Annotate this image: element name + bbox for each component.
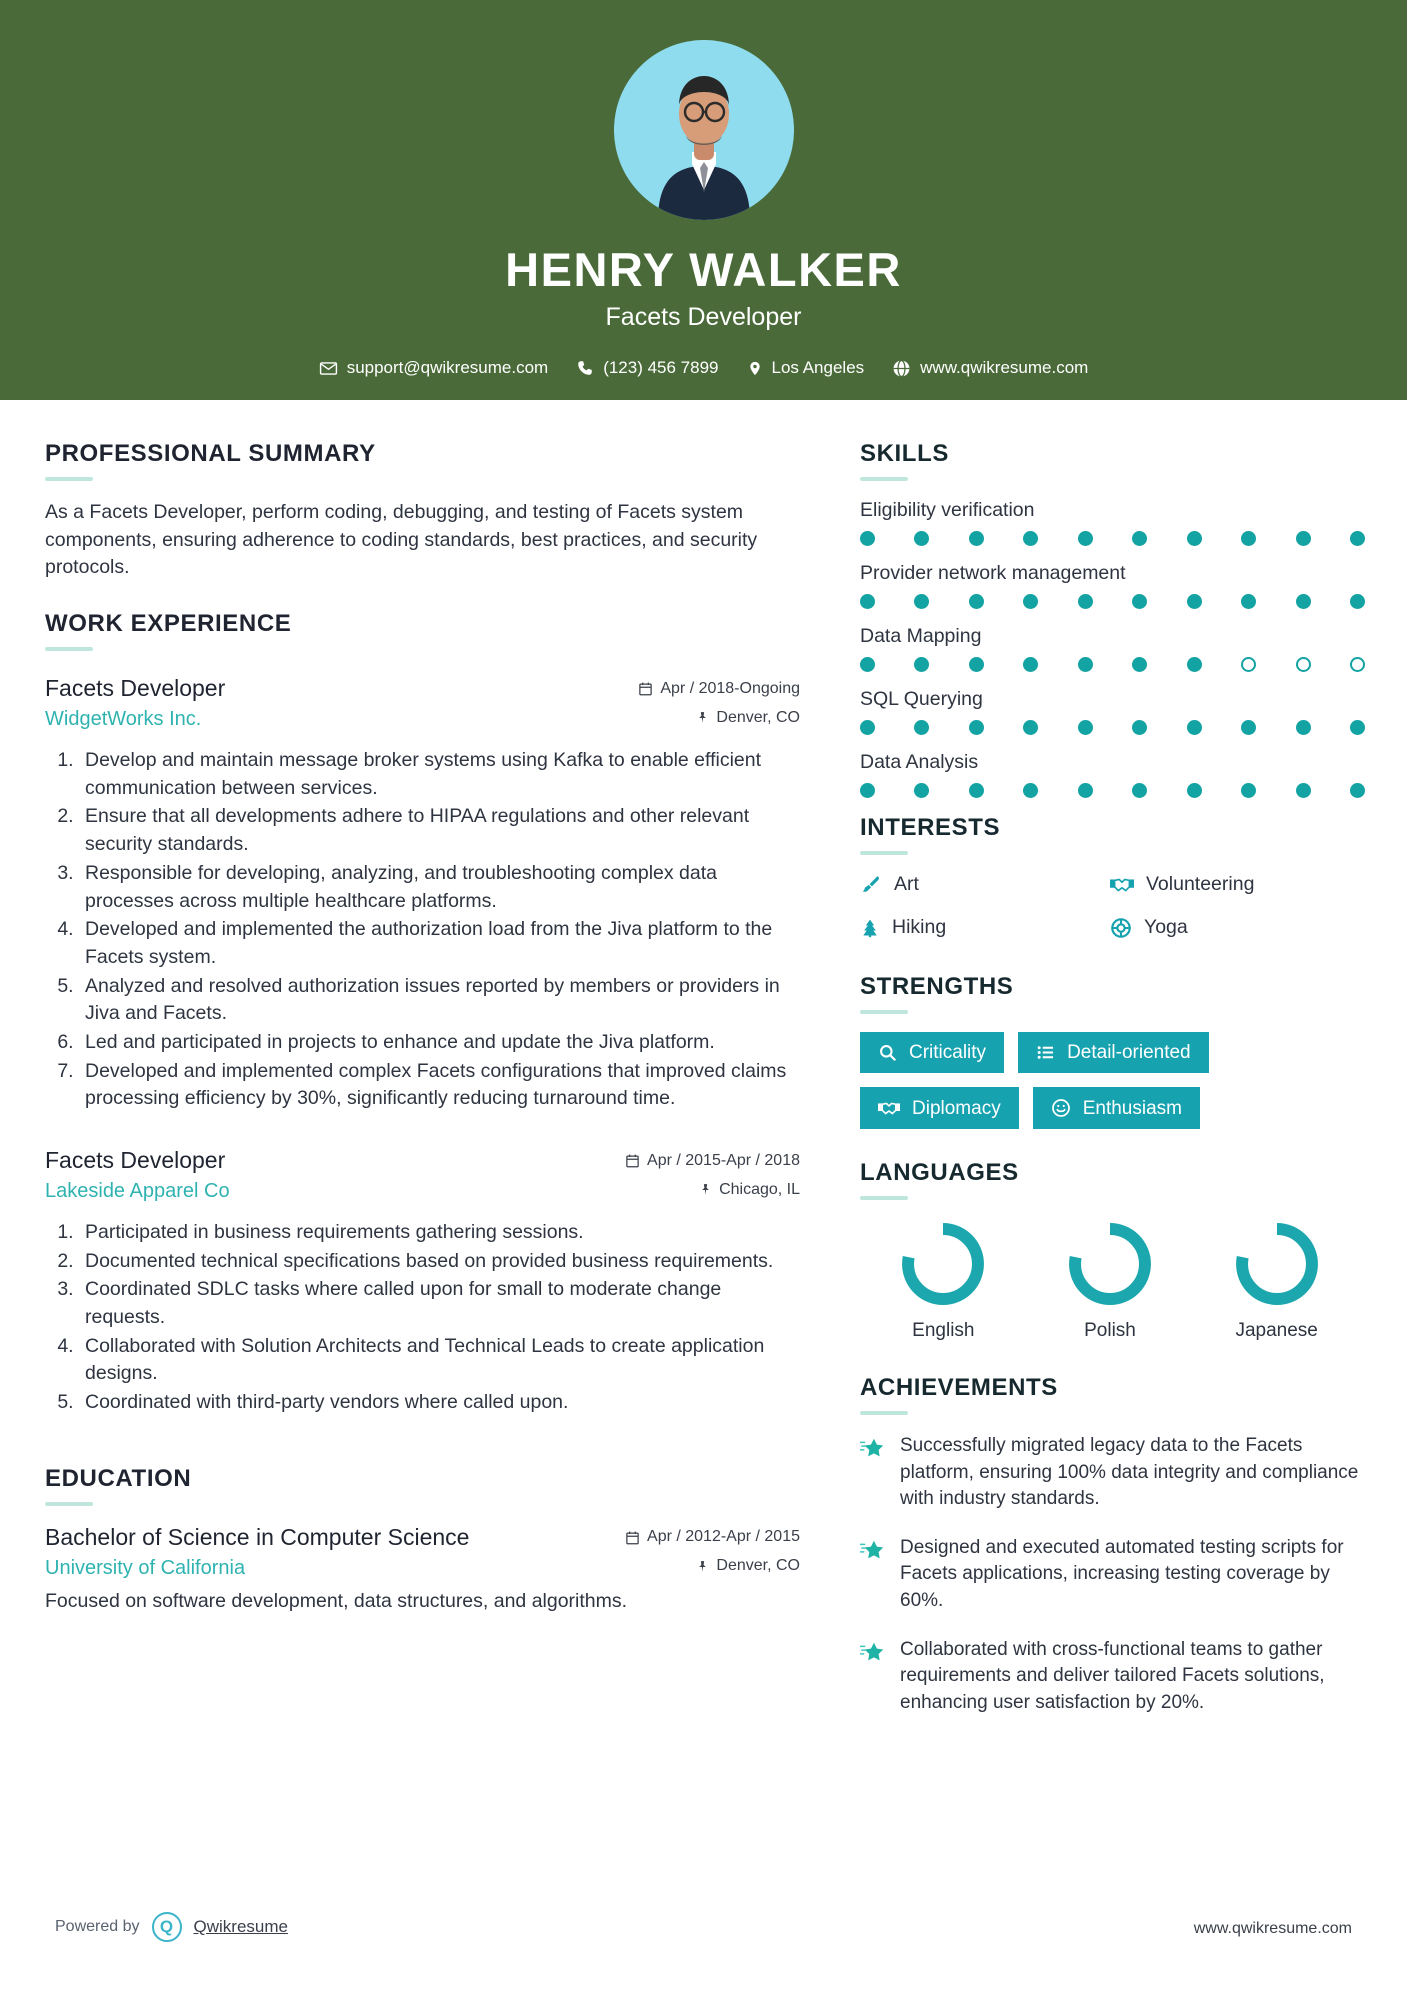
star-icon	[860, 1436, 886, 1460]
skill-name: SQL Querying	[860, 688, 983, 710]
handshake-icon	[1110, 874, 1134, 896]
rating-dot-filled	[1187, 720, 1202, 735]
rating-dot-filled	[1078, 531, 1093, 546]
job-bullet: 7. Developed and implemented complex Facets configurations that improved claims processing efficiency by 30%, significantly reducing turnaround time.	[79, 1058, 800, 1113]
rating-dot-filled	[860, 720, 875, 735]
job-bullet: 1. Develop and maintain message broker systems using Kafka to enable efficient communication between services.	[79, 747, 800, 802]
education-description: Focused on software development, data structures, and algorithms.	[45, 1589, 628, 1612]
rating-dot-filled	[1241, 531, 1256, 546]
section-skills	[860, 440, 1360, 798]
qwikresume-logo-icon: Q	[152, 1912, 182, 1942]
job-bullet: 1. Participated in business requirements gathering sessions.	[79, 1219, 800, 1247]
handshake-icon	[878, 1099, 900, 1118]
rating-dot-filled	[969, 531, 984, 546]
rating-dot-filled	[1350, 720, 1365, 735]
job-dates-text: Apr / 2015-Apr / 2018	[647, 1151, 800, 1169]
contact-email-text: support@qwikresume.com	[346, 358, 549, 377]
skill-rating	[860, 720, 1365, 735]
interest-label: Art	[894, 873, 919, 895]
skill-rating	[860, 594, 1365, 609]
strength-label: Diplomacy	[912, 1097, 1001, 1119]
section-interests	[860, 814, 1360, 939]
education-location	[696, 1557, 800, 1575]
location-pin-icon	[747, 359, 763, 378]
rating-dot-filled	[1350, 783, 1365, 798]
interest-label: Volunteering	[1146, 873, 1255, 895]
skill-name: Data Analysis	[860, 751, 979, 773]
job-dates	[638, 680, 800, 698]
skill-item	[860, 688, 1360, 735]
skill-name: Data Mapping	[860, 625, 982, 647]
contact-location	[747, 358, 865, 378]
interest-item-yoga	[1110, 916, 1360, 939]
achievement-text: Successfully migrated legacy data to the Facets platform, ensuring 100% data integrity and compliance with industry standards.	[900, 1435, 1359, 1510]
interests-grid	[860, 873, 1360, 939]
pin-icon	[696, 710, 709, 725]
skill-rating	[860, 783, 1365, 798]
calendar-icon	[638, 681, 653, 696]
contact-website-text: www.qwikresume.com	[920, 358, 1089, 377]
rating-dot-filled	[1296, 783, 1311, 798]
rating-dot-filled	[1023, 594, 1038, 609]
pin-icon	[699, 1182, 712, 1197]
skill-rating	[860, 531, 1365, 546]
skill-name: Provider network management	[860, 562, 1126, 584]
left-column	[45, 440, 800, 1738]
rating-dot-filled	[1350, 594, 1365, 609]
skills-list	[860, 499, 1360, 798]
education-school: University of California	[45, 1556, 246, 1579]
language-progress-ring	[1064, 1218, 1156, 1310]
rating-dot-filled	[1078, 657, 1093, 672]
job-bullet: 3. Responsible for developing, analyzing, and troubleshooting complex data processes across multiple healthcare platforms.	[79, 860, 800, 915]
strength-badge-diplomacy[interactable]	[860, 1087, 1019, 1129]
rating-dot-filled	[1187, 594, 1202, 609]
job-location-text: Denver, CO	[716, 708, 800, 726]
rating-dot-filled	[1023, 657, 1038, 672]
resume-header	[0, 0, 1407, 400]
language-name: English	[912, 1320, 975, 1341]
job-bullet-list	[79, 747, 800, 1113]
job-bullet: 5. Coordinated with third-party vendors where called upon.	[79, 1389, 800, 1417]
strength-label: Enthusiasm	[1082, 1097, 1182, 1119]
skills-heading: SKILLS	[860, 440, 949, 467]
job-location	[699, 1181, 800, 1199]
rating-dot-filled	[1132, 594, 1147, 609]
language-item	[1193, 1218, 1360, 1342]
section-rule	[45, 477, 93, 481]
rating-dot-filled	[969, 783, 984, 798]
skill-item	[860, 499, 1360, 546]
strengths-list	[860, 1032, 1360, 1129]
section-education	[45, 1465, 800, 1616]
avatar	[614, 40, 794, 220]
language-name: Polish	[1084, 1320, 1136, 1341]
rating-dot-filled	[914, 594, 929, 609]
job-role: Facets Developer	[45, 1147, 226, 1173]
job-role: Facets Developer	[45, 675, 226, 702]
resume-body	[0, 400, 1407, 1738]
strength-label: Criticality	[909, 1042, 987, 1063]
rating-dot-filled	[1132, 783, 1147, 798]
education-dates	[625, 1528, 800, 1546]
paintbrush-icon	[860, 874, 882, 896]
section-strengths	[860, 973, 1360, 1129]
strength-badge-criticality[interactable]	[860, 1032, 1004, 1073]
language-item	[1027, 1218, 1194, 1342]
rating-dot-filled	[860, 783, 875, 798]
rating-dot-filled	[914, 720, 929, 735]
rating-dot-filled	[1078, 594, 1093, 609]
rating-dot-filled	[1187, 783, 1202, 798]
pin-icon	[696, 1559, 709, 1574]
achievement-item	[860, 1433, 1360, 1513]
experience-entry	[45, 1147, 800, 1417]
rating-dot-filled	[1187, 531, 1202, 546]
job-bullet: 4. Collaborated with Solution Architects and Technical Leads to create application designs.	[79, 1333, 800, 1388]
job-bullet-list	[79, 1219, 800, 1417]
rating-dot-filled	[1241, 720, 1256, 735]
skill-item	[860, 562, 1360, 609]
rating-dot-filled	[914, 783, 929, 798]
job-dates-text: Apr / 2018-Ongoing	[660, 679, 800, 697]
interest-item-art	[860, 873, 1110, 896]
right-column	[860, 440, 1360, 1738]
star-icon	[860, 1640, 886, 1664]
summary-text: As a Facets Developer, perform coding, debugging, and testing of Facets system components, ensuring adherence to coding standards, best practices, and security protocols.	[45, 501, 758, 579]
job-bullet: 2. Ensure that all developments adhere to HIPAA regulations and other relevant security standards.	[79, 803, 800, 858]
experience-entry	[45, 675, 800, 1113]
job-location	[696, 709, 800, 727]
language-progress-ring	[1231, 1218, 1323, 1310]
rating-dot-filled	[1187, 657, 1202, 672]
job-bullet: 2. Documented technical specifications based on provided business requirements.	[79, 1248, 800, 1276]
rating-dot-filled	[860, 594, 875, 609]
achievement-item	[860, 1535, 1360, 1615]
strength-label: Detail-oriented	[1067, 1042, 1191, 1063]
rating-dot-filled	[1296, 531, 1311, 546]
section-rule	[45, 1502, 93, 1506]
rating-dot-filled	[1023, 783, 1038, 798]
contact-phone-text: (123) 456 7899	[603, 358, 719, 377]
achievement-text: Designed and executed automated testing scripts for Facets applications, increasing testing coverage by 60%.	[900, 1536, 1344, 1611]
job-bullet: 5. Analyzed and resolved authorization issues reported by members or providers in Jiva and Facets.	[79, 973, 800, 1028]
rating-dot-filled	[969, 657, 984, 672]
job-dates	[625, 1152, 800, 1170]
rating-dot-filled	[1023, 531, 1038, 546]
section-rule	[860, 477, 908, 481]
section-rule	[860, 1411, 908, 1415]
interest-item-volunteering	[1110, 873, 1360, 896]
rating-dot-filled	[1078, 720, 1093, 735]
contact-row	[310, 358, 1098, 378]
achievement-text: Collaborated with cross-functional teams to gather requirements and deliver tailored Facets solutions, enhancing user satisfaction by 20%.	[900, 1638, 1325, 1713]
languages-list	[860, 1218, 1360, 1342]
job-title: Facets Developer	[605, 303, 802, 331]
experience-heading: WORK EXPERIENCE	[45, 610, 292, 638]
contact-phone[interactable]	[576, 358, 718, 378]
language-name: Japanese	[1235, 1320, 1318, 1341]
achievement-item	[860, 1637, 1360, 1717]
rating-dot-filled	[969, 720, 984, 735]
globe-icon	[892, 359, 911, 378]
job-company: Lakeside Apparel Co	[45, 1180, 230, 1202]
footer-website[interactable]: www.qwikresume.com	[1193, 1920, 1352, 1937]
rating-dot-filled	[1296, 594, 1311, 609]
tree-icon	[860, 917, 880, 939]
full-name: HENRY WALKER	[505, 243, 902, 296]
rating-dot-filled	[1296, 720, 1311, 735]
rating-dot-filled	[1241, 594, 1256, 609]
section-rule	[860, 1010, 908, 1014]
phone-icon	[576, 359, 594, 377]
section-rule	[45, 647, 93, 651]
education-degree: Bachelor of Science in Computer Science	[45, 1523, 470, 1550]
rating-dot-filled	[1023, 720, 1038, 735]
mail-icon	[319, 359, 338, 378]
strength-badge-detail-oriented[interactable]	[1018, 1032, 1209, 1073]
contact-email[interactable]	[319, 358, 549, 378]
footer-branding	[55, 1912, 288, 1942]
rating-dot-filled	[914, 531, 929, 546]
contact-location-text: Los Angeles	[771, 358, 865, 377]
section-work-experience	[45, 610, 800, 1417]
skill-name: Eligibility verification	[860, 499, 1035, 521]
rating-dot-filled	[860, 657, 875, 672]
job-company: WidgetWorks Inc.	[45, 708, 202, 731]
skill-item	[860, 625, 1360, 672]
lifebuoy-icon	[1110, 917, 1132, 939]
rating-dot-filled	[860, 531, 875, 546]
language-progress-ring	[897, 1218, 989, 1310]
search-icon	[878, 1043, 897, 1062]
strengths-heading: STRENGTHS	[860, 973, 1014, 1000]
education-heading: EDUCATION	[45, 1464, 192, 1492]
section-rule	[860, 1196, 908, 1200]
interest-label: Hiking	[892, 916, 947, 938]
summary-heading: PROFESSIONAL SUMMARY	[45, 440, 376, 467]
education-location-text: Denver, CO	[716, 1557, 800, 1575]
rating-dot-filled	[1132, 720, 1147, 735]
section-professional-summary	[45, 440, 800, 582]
section-achievements	[860, 1374, 1360, 1716]
rating-dot-empty	[1241, 657, 1256, 672]
section-rule	[860, 851, 908, 855]
interests-heading: INTERESTS	[860, 814, 1001, 841]
calendar-icon	[625, 1153, 640, 1168]
calendar-icon	[625, 1530, 640, 1545]
achievements-heading: ACHIEVEMENTS	[860, 1374, 1058, 1401]
contact-website[interactable]	[892, 358, 1088, 378]
rating-dot-filled	[914, 657, 929, 672]
interest-item-hiking	[860, 916, 1110, 939]
rating-dot-filled	[1350, 531, 1365, 546]
rating-dot-filled	[1132, 531, 1147, 546]
star-icon	[860, 1538, 886, 1562]
education-dates-text: Apr / 2012-Apr / 2015	[647, 1528, 800, 1546]
interest-label: Yoga	[1144, 916, 1188, 938]
smiley-icon	[1051, 1098, 1071, 1118]
job-location-text: Chicago, IL	[719, 1180, 800, 1198]
education-entry	[45, 1524, 800, 1616]
list-icon	[1036, 1043, 1055, 1062]
rating-dot-filled	[1132, 657, 1147, 672]
languages-heading: LANGUAGES	[860, 1159, 1019, 1186]
section-languages	[860, 1159, 1360, 1342]
job-bullet: 4. Developed and implemented the authorization load from the Jiva platform to the Facets system.	[79, 916, 800, 971]
job-bullet: 3. Coordinated SDLC tasks where called upon for small to moderate change requests.	[79, 1276, 800, 1331]
rating-dot-filled	[1078, 783, 1093, 798]
rating-dot-empty	[1296, 657, 1311, 672]
skill-item	[860, 751, 1360, 798]
skill-rating	[860, 657, 1365, 672]
rating-dot-filled	[1241, 783, 1256, 798]
rating-dot-empty	[1350, 657, 1365, 672]
strength-badge-enthusiasm[interactable]	[1033, 1087, 1200, 1129]
qwikresume-link[interactable]: Qwikresume	[193, 1917, 288, 1936]
powered-by-label: Powered by	[55, 1918, 140, 1935]
rating-dot-filled	[969, 594, 984, 609]
language-item	[860, 1218, 1027, 1342]
job-bullet: 6. Led and participated in projects to enhance and update the Jiva platform.	[79, 1029, 800, 1057]
